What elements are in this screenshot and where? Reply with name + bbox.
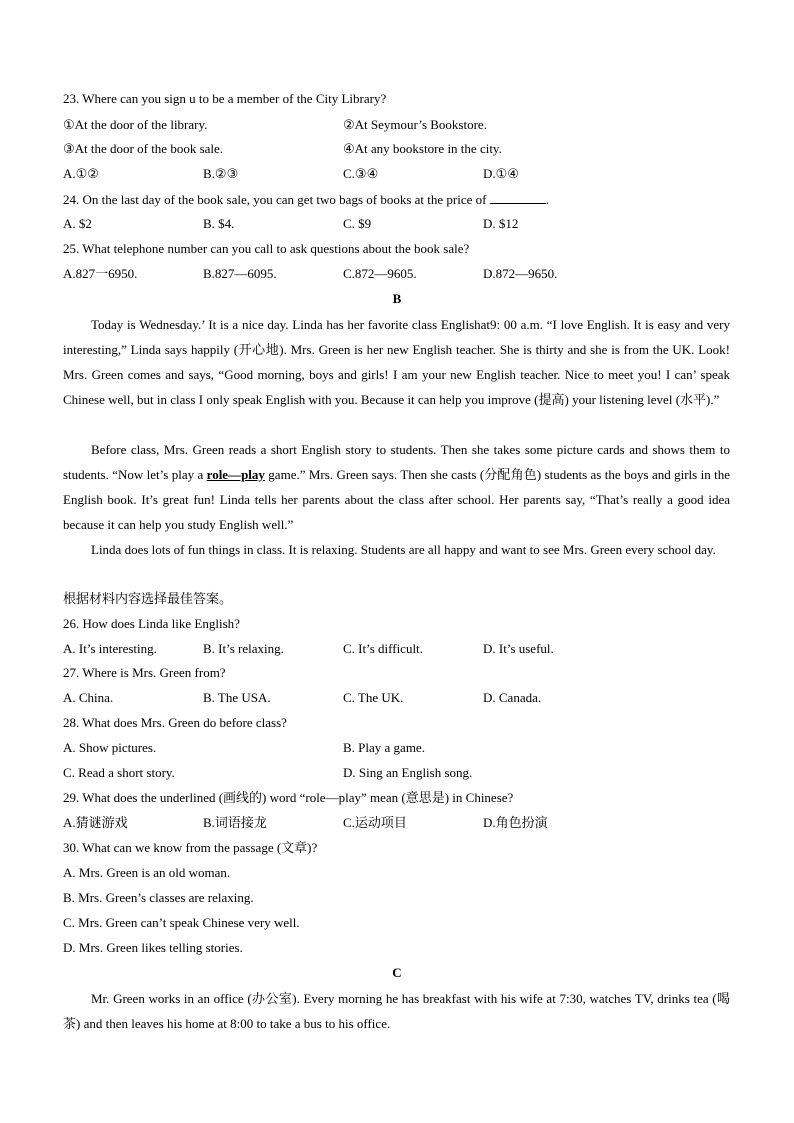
question-26-stem: 26. How does Linda like English? <box>63 616 240 631</box>
answer-blank <box>490 191 546 204</box>
q27-option-c: C. The UK. <box>343 690 404 705</box>
q29-option-a: A.猜谜游戏 <box>63 815 128 830</box>
passage-b-p2-text-a: Before class, Mrs. Green reads a short English story to students. Then she takes some picture cards and shows them to students. “Now let’s play a <box>63 442 730 482</box>
q30-option-a: A. Mrs. Green is an old woman. <box>63 865 231 880</box>
question-24-stem <box>63 191 549 208</box>
q23-statement-2: ②At Seymour’s Bookstore. <box>343 117 487 132</box>
q25-option-c: C.872—9605. <box>343 266 417 281</box>
passage-b-p3-text: Linda does lots of fun things in class. It is relaxing. Students are all happy and want to see Mrs. Green every school day. <box>91 542 716 557</box>
q27-option-d: D. Canada. <box>483 690 542 705</box>
q26-option-c: C. It’s difficult. <box>343 641 423 656</box>
q26-option-b: B. It’s relaxing. <box>203 641 284 656</box>
section-b-heading: B <box>392 291 402 306</box>
q23-option-d: D.①④ <box>483 166 519 181</box>
q24-option-d: D. $12 <box>483 216 519 231</box>
q29-option-c: C.运动项目 <box>343 815 407 830</box>
q26-option-a: A. It’s interesting. <box>63 641 157 656</box>
passage-b-paragraph-1 <box>63 312 730 412</box>
instruction: 根据材料内容选择最佳答案。 <box>63 591 233 606</box>
q23-option-c: C.③④ <box>343 166 379 181</box>
q23-option-a: A.①② <box>63 166 99 181</box>
q30-option-b: B. Mrs. Green’s classes are relaxing. <box>63 890 254 905</box>
q25-option-a: A.827一6950. <box>63 266 138 281</box>
q29-option-d: D.角色扮演 <box>483 815 548 830</box>
question-23-stem: 23. Where can you sign u to be a member of the City Library? <box>63 91 387 106</box>
q23-statement-1: ①At the door of the library. <box>63 117 208 132</box>
passage-b-paragraph-2 <box>63 437 730 537</box>
q27-option-a: A. China. <box>63 690 114 705</box>
passage-c-p1-text: Mr. Green works in an office (办公室). Every morning he has breakfast with his wife at 7:30, watches TV, drinks tea (喝茶) and then leaves his home at 8:00 to take a bus to his office. <box>63 991 730 1031</box>
q25-option-d: D.872—9650. <box>483 266 558 281</box>
q24-option-c: C. $9 <box>343 216 372 231</box>
q28-option-b: B. Play a game. <box>343 740 425 755</box>
q25-option-b: B.827—6095. <box>203 266 277 281</box>
question-30-stem: 30. What can we know from the passage (文章)? <box>63 840 318 855</box>
q30-option-c: C. Mrs. Green can’t speak Chinese very well. <box>63 915 300 930</box>
passage-b-paragraph-3 <box>63 537 730 562</box>
q24-option-b: B. $4. <box>203 216 235 231</box>
passage-b-p2-text-b: game.” Mrs. Green says. Then she casts (分配角色) students as the boys and girls in the English book. It’s great fun! Linda tells her parents about the class after school. Her parents say, “That’s really a good idea because it can help you study English well.” <box>63 467 730 532</box>
q23-statement-3: ③At the door of the book sale. <box>63 141 224 156</box>
q29-option-b: B.词语接龙 <box>203 815 267 830</box>
q28-option-a: A. Show pictures. <box>63 740 157 755</box>
q24-stem-end: . <box>545 192 549 207</box>
q27-option-b: B. The USA. <box>203 690 271 705</box>
passage-b-p1-text: Today is Wednesday.’ It is a nice day. Linda has her favorite class Englishat9: 00 a.m. “I love English. It is easy and very interesting,” Linda says happily (开心地). Mrs. Green is her new English teacher. She is thirty and she is from the UK. Look! Mrs. Green comes and says, “Good morning, boys and girls! I am your new English teacher. Nice to meet you! I can’ speak Chinese well, but in class I only speak English with you. Because it can help you improve (提高) your listening level (水平).” <box>63 317 730 407</box>
q24-option-a: A. $2 <box>63 216 92 231</box>
q30-option-d: D. Mrs. Green likes telling stories. <box>63 940 243 955</box>
question-29-stem: 29. What does the underlined (画线的) word “role—play” mean (意思是) in Chinese? <box>63 790 514 805</box>
underlined-word-role-play: role—play <box>206 467 265 482</box>
passage-c-paragraph-1 <box>63 986 730 1036</box>
question-25-stem: 25. What telephone number can you call to ask questions about the book sale? <box>63 241 470 256</box>
q26-option-d: D. It’s useful. <box>483 641 554 656</box>
q23-statement-4: ④At any bookstore in the city. <box>343 141 502 156</box>
q24-stem-text: 24. On the last day of the book sale, you can get two bags of books at the price of <box>63 192 487 207</box>
section-c-heading: C <box>392 965 402 980</box>
q23-option-b: B.②③ <box>203 166 239 181</box>
question-28-stem: 28. What does Mrs. Green do before class? <box>63 715 287 730</box>
question-27-stem: 27. Where is Mrs. Green from? <box>63 665 226 680</box>
q28-option-c: C. Read a short story. <box>63 765 175 780</box>
q28-option-d: D. Sing an English song. <box>343 765 473 780</box>
